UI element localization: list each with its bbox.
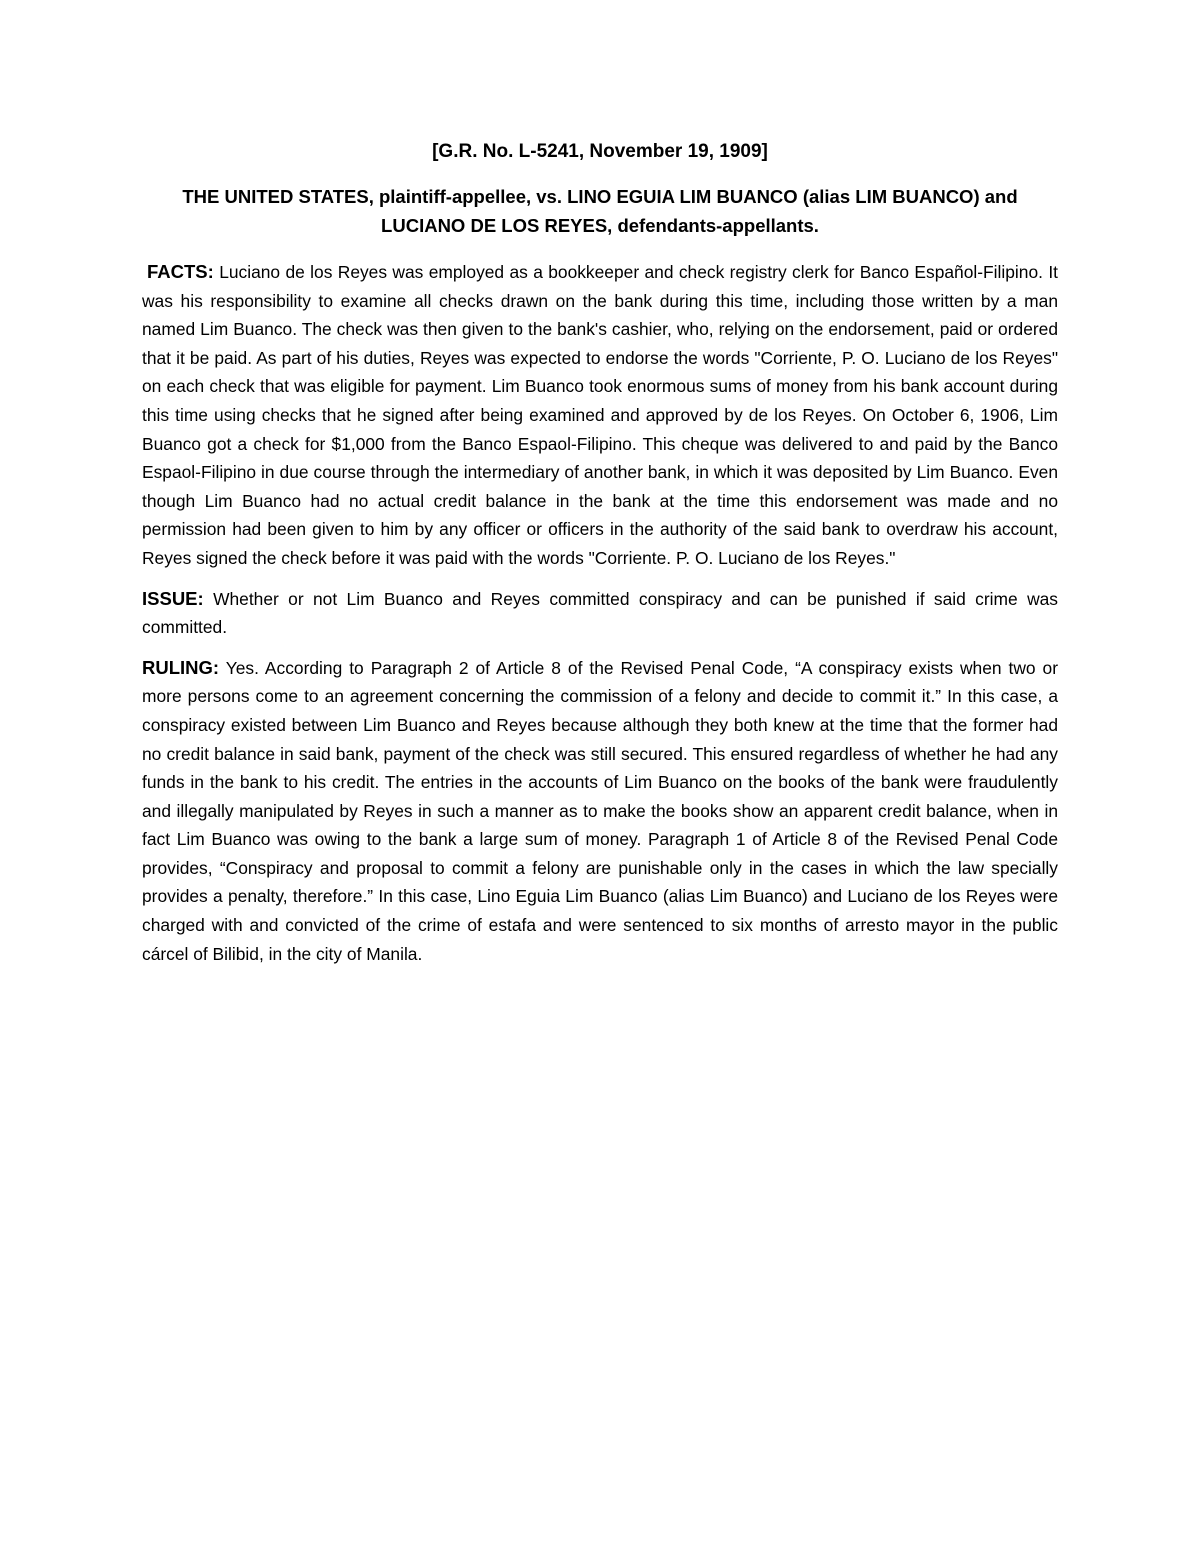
ruling-text: Yes. According to Paragraph 2 of Article 8 of the Revised Penal Code, “A conspiracy exists when two or more persons come to an agreement concerning the commission of a felony and decide to commit it.” In this case, a conspiracy existed between Lim Buanco and Reyes because although they both knew at the time that the former had no credit balance in said bank, payment of the check was still secured. This ensured regardless of whether he had any funds in the bank to his credit. The entries in the accounts of Lim Buanco on the books of the bank were fraudulently and illegally manipulated by Reyes in such a manner as to make the books show an apparent credit balance, when in fact Lim Buanco was owing to the bank a large sum of money. Paragraph 1 of Article 8 of the Revised Penal Code provides, “Conspiracy and proposal to commit a felony are punishable only in the cases in which the law specially provides a penalty, therefore.” In this case, Lino Eguia Lim Buanco (alias Lim Buanco) and Luciano de los Reyes were charged with and convicted of the crime of estafa and were sentenced to six months of arresto mayor in the public cárcel of Bilibid, in the city of Manila. [142, 657, 1058, 964]
facts-heading: FACTS: [147, 261, 214, 282]
issue-heading: ISSUE: [142, 587, 204, 609]
facts-section [142, 258, 1058, 573]
document-body [142, 138, 1058, 980]
facts-text: Luciano de los Reyes was employed as a bookkeeper and check registry clerk for Banco Español-Filipino. It was his responsibility to examine all checks drawn on the bank during this time, including those written by a man named Lim Buanco. The check was then given to the bank's cashier, who, relying on the endorsement, paid or ordered that it be paid. As part of his duties, Reyes was expected to endorse the words "Corriente, P. O. Luciano de los Reyes" on each check that was eligible for payment. Lim Buanco took enormous sums of money from his bank account during this time using checks that he signed after being examined and approved by de los Reyes. On October 6, 1906, Lim Buanco got a check for $1,000 from the Banco Espaol-Filipino. This cheque was delivered to and paid by the Banco Espaol-Filipino in due course through the intermediary of another bank, in which it was deposited by Lim Buanco. Even though Lim Buanco had no actual credit balance in the bank at the time this endorsement was made and no permission had been given to him by any officer or officers in the authority of the said bank to overdraw his account, Reyes signed the check before it was paid with the words "Corriente. P. O. Luciano de los Reyes." [142, 262, 1058, 568]
case-title: THE UNITED STATES, plaintiff-appellee, vs. LINO EGUIA LIM BUANCO (alias LIM BUANCO) and LUCIANO DE LOS REYES, defendants-appellants. [182, 186, 1018, 236]
ruling-section [142, 654, 1058, 969]
issue-text: Whether or not Lim Buanco and Reyes committed conspiracy and can be punished if said crime was committed. [142, 588, 1058, 638]
case-number: [G.R. No. L-5241, November 19, 1909] [432, 141, 768, 162]
issue-section [142, 585, 1058, 642]
ruling-heading: RULING: [142, 656, 220, 678]
